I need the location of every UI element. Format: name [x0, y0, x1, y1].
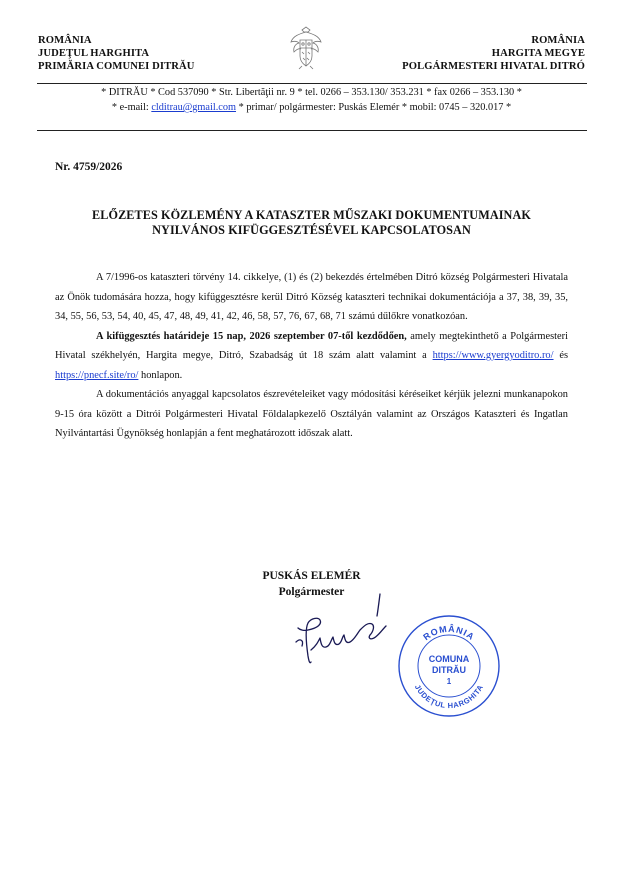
- header-divider-bottom: [37, 130, 587, 131]
- header-right-line-2: HARGITA MEGYE: [491, 48, 585, 59]
- email-link[interactable]: clditrau@gmail.com: [151, 102, 237, 113]
- header-left-block: [38, 34, 238, 73]
- stamp-bottom-text: JUDEŢUL HARGHITA: [412, 682, 486, 711]
- header-left-line-3: PRIMĂRIA COMUNEI DITRĂU: [38, 61, 195, 72]
- stamp-center-line-1: COMUNA: [428, 654, 470, 664]
- document-title: ELŐZETES KÖZLEMÉNY A KATASZTER MŰSZAKI DOKUMENTUMAINAK NYILVÁNOS KIFÜGGESZTÉSÉVEL KAPCSOLATOSAN: [92, 208, 531, 237]
- website-link-gyergyoditro[interactable]: https://www.gyergyoditro.ro/: [432, 350, 554, 361]
- paragraph-2-bold: A kifüggesztés határideje 15 nap, 2026 szeptember 07-től kezdődően,: [96, 330, 407, 342]
- handwritten-signature: [278, 590, 408, 680]
- paragraph-2-end: honlapon.: [138, 369, 183, 381]
- header-right-line-3: POLGÁRMESTERI HIVATAL DITRÓ: [402, 61, 585, 72]
- stamp-center-line-2: DITRĂU: [432, 665, 466, 675]
- official-stamp-icon: [395, 612, 503, 720]
- paragraph-3: A dokumentációs anyaggal kapcsolatos észrevételeiket vagy módosítási kéréseiket kérjük jelezni munkanapokon 9-15 óra között a Ditrói Polgármesteri Hivatal Földalapkezelő Osztályán valamint az Országos Kataszteri és Ingatlan Nyilvántartási Ügynökség honlapján a fent meghatározott időszak alatt.: [55, 389, 568, 439]
- header-left-line-2: JUDEŢUL HARGHITA: [38, 48, 150, 59]
- header-left-line-1: ROMÂNIA: [38, 35, 92, 46]
- paragraph-2-and: és: [553, 350, 568, 361]
- signatory-title: Polgármester: [278, 586, 345, 598]
- header-right-block: [365, 34, 585, 73]
- document-number: Nr. 4759/2026: [55, 161, 123, 173]
- signatory-name: PUSKÁS ELEMÉR: [262, 570, 361, 582]
- website-link-pnecf[interactable]: https://pnecf.site/ro/: [55, 369, 139, 381]
- contact-email-prefix: * e-mail:: [111, 102, 152, 113]
- header-divider-top: [37, 83, 587, 84]
- document-body: [55, 268, 568, 444]
- romanian-coat-of-arms-icon: [289, 26, 323, 70]
- stamp-top-text-path: [421, 623, 476, 642]
- stamp-center-line-3: 1: [446, 677, 452, 686]
- contact-line-address: * DITRĂU * Cod 537090 * Str. Libertăţii nr. 9 * tel. 0266 – 353.130/ 353.231 * fax 0266 – 353.130 *: [101, 87, 522, 98]
- paragraph-2-text: amely megtekinthető a Polgármesteri Hivatal székhelyén, Hargita megye, Ditró, Szabadság út 18 szám alatt valamint a: [55, 330, 568, 361]
- contact-mayor-mobile: * primar/ polgármester: Puskás Elemér * mobil: 0745 – 320.017 *: [236, 102, 512, 113]
- contact-line-email: [20, 101, 603, 115]
- paragraph-2: [55, 327, 568, 386]
- stamp-top-text: ROMÂNIA: [421, 623, 477, 643]
- header-right-line-1: ROMÂNIA: [531, 35, 585, 46]
- paragraph-1: A 7/1996-os kataszteri törvény 14. cikkelye, (1) és (2) bekezdés értelmében Ditró község Polgármesteri Hivatala az Önök tudomására hozza, hogy kifüggesztésre kerül Ditró Község kataszteri technikai dokumentációja a 37, 38, 39, 35, 34, 55, 56, 53, 54, 40, 45, 47, 48, 49, 41, 42, 46, 58, 57, 76, 67, 68, 71 számú dűlőkre vonatkozóan.: [55, 272, 568, 322]
